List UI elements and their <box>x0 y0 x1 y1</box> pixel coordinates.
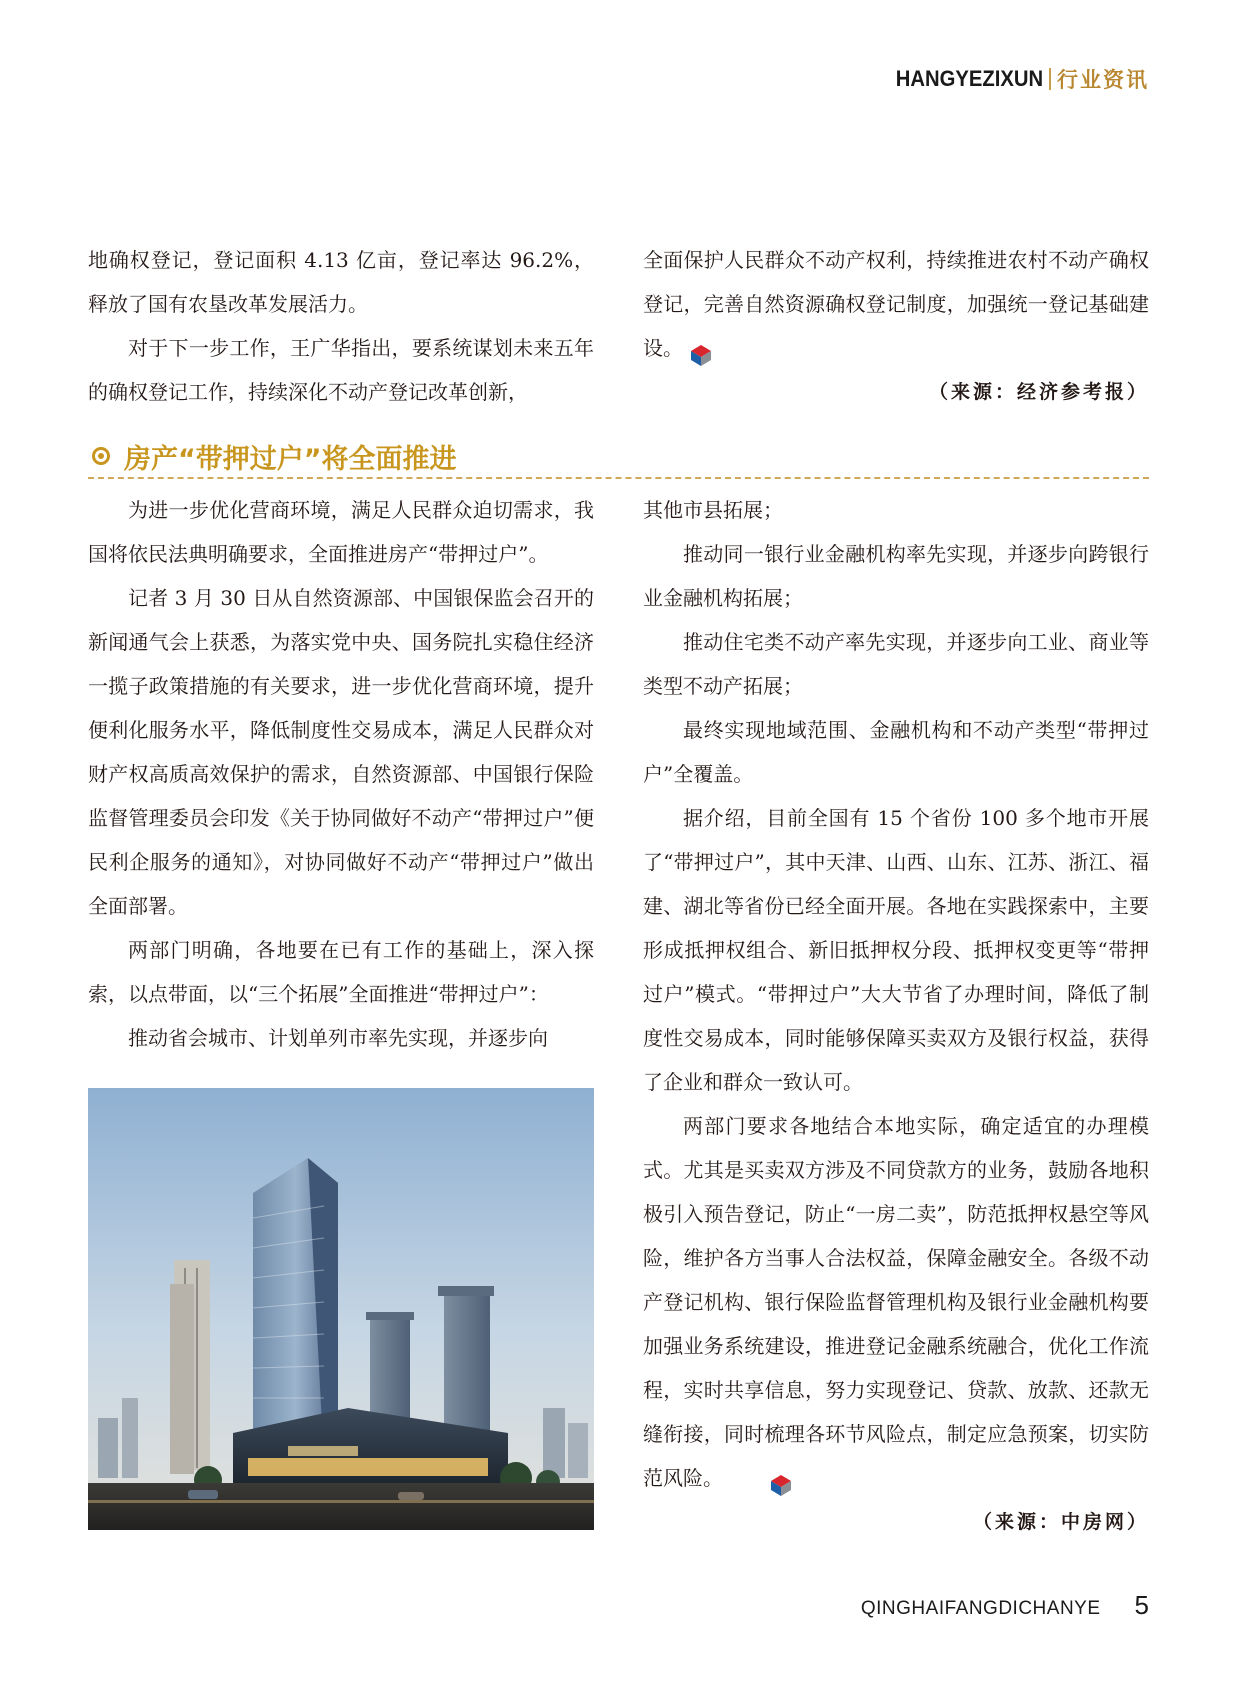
source-credit: （来源：中房网） <box>972 1511 1149 1533</box>
paragraph: 地确权登记，登记面积 4.13 亿亩，登记率达 96.2%，释放了国有农垦改革发展活力。 <box>88 248 594 316</box>
paragraph <box>643 238 1149 370</box>
end-mark-icon <box>689 338 713 362</box>
header-chinese: 行业资讯 <box>1057 67 1149 92</box>
paragraph: 为进一步优化营商环境，满足人民群众迫切需求，我国将依民法典明确要求，全面推进房产“带押过户”。 <box>88 498 594 566</box>
section-title: 房产“带押过户”将全面推进 <box>124 443 457 475</box>
building-rendering-image <box>88 1088 594 1530</box>
source-credit: （来源：经济参考报） <box>928 381 1149 403</box>
header-english: HANGYEZIXUN <box>895 66 1043 91</box>
footer-magazine-name: QINGHAIFANGDICHANYE <box>860 1598 1101 1619</box>
section-divider <box>88 477 1149 479</box>
header-divider <box>1049 68 1051 90</box>
paragraph: 据介绍，目前全国有 15 个省份 100 多个地市开展了“带押过户”，其中天津、山西、山东、江苏、浙江、福建、湖北等省份已经全面开展。各地在实践探索中，主要形成抵押权组合、新旧抵押权分段、抵押权变更等“带押过户”模式。“带押过户”大大节省了办理时间，降低了制度性交易成本，同时能够保障买卖双方及银行权益，获得了企业和群众一致认可。 <box>643 806 1149 1094</box>
paragraph <box>643 1104 1149 1500</box>
section-header <box>88 435 1149 477</box>
paragraph-text: 两部门要求各地结合本地实际，确定适宜的办理模式。尤其是买卖双方涉及不同贷款方的业务，鼓励各地积极引入预告登记，防止“一房二卖”，防范抵押权悬空等风险，维护各方当事人合法权益，保障金融安全。各级不动产登记机构、银行保险监督管理机构及银行业金融机构要加强业务系统建设，推进登记金融系统融合，优化工作流程，实时共享信息，努力实现登记、贷款、放款、还款无缝衔接，同时梳理各环节风险点，制定应急预案，切实防范风险。 <box>643 1114 1149 1490</box>
end-mark-icon <box>729 1468 753 1492</box>
paragraph: 推动省会城市、计划单列市率先实现，并逐步向 <box>128 1026 548 1050</box>
top-right-column <box>643 238 1149 414</box>
page-number: 5 <box>1134 1590 1149 1620</box>
running-header <box>883 64 1149 94</box>
paragraph: 推动同一银行业金融机构率先实现，并逐步向跨银行业金融机构拓展； <box>643 542 1149 610</box>
paragraph: 对于下一步工作，王广华指出，要系统谋划未来五年的确权登记工作，持续深化不动产登记改革创新， <box>88 336 594 404</box>
article-right-column <box>643 488 1149 1544</box>
paragraph: 两部门明确，各地要在已有工作的基础上，深入探索，以点带面，以“三个拓展”全面推进“带押过户”： <box>88 938 594 1006</box>
paragraph: 推动住宅类不动产率先实现，并逐步向工业、商业等类型不动产拓展； <box>643 630 1149 698</box>
bullet-circle-icon <box>92 447 110 465</box>
paragraph: 其他市县拓展； <box>643 498 783 522</box>
top-left-column <box>88 238 594 414</box>
paragraph-text: 全面保护人民群众不动产权利，持续推进农村不动产确权登记，完善自然资源确权登记制度，加强统一登记基础建设。 <box>643 248 1149 360</box>
page-footer <box>861 1590 1149 1621</box>
paragraph: 记者 3 月 30 日从自然资源部、中国银保监会召开的新闻通气会上获悉，为落实党中央、国务院扎实稳住经济一揽子政策措施的有关要求，进一步优化营商环境，提升便利化服务水平，降低制度性交易成本，满足人民群众对财产权高质高效保护的需求，自然资源部、中国银行保险监督管理委员会印发《关于协同做好不动产“带押过户”便民利企服务的通知》，对协同做好不动产“带押过户”做出全面部署。 <box>88 586 594 918</box>
article-left-column <box>88 488 594 1060</box>
paragraph: 最终实现地域范围、金融机构和不动产类型“带押过户”全覆盖。 <box>643 718 1149 786</box>
